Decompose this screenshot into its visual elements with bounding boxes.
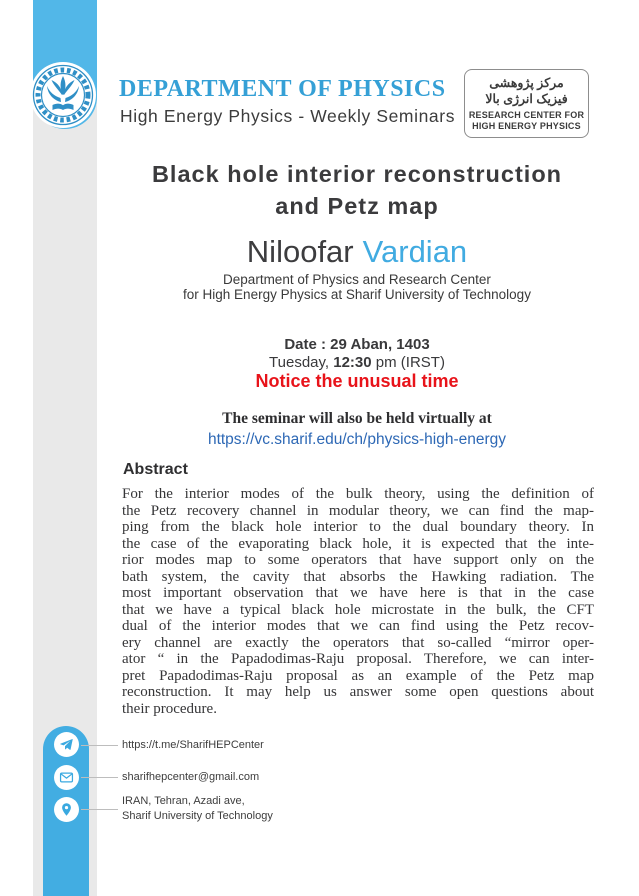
abstract-line: most important observation that we have here is that in the case [122, 585, 594, 601]
abstract-line: dual of the interior modes that we can find using the Petz recov- [122, 618, 594, 634]
affiliation-line2: for High Energy Physics at Sharif University of Technology [183, 287, 531, 302]
abstract-line: the Petz recovery channel in modular theory, we can find the map- [122, 502, 594, 519]
telegram-icon-button [54, 732, 79, 757]
abstract-line: the case of the evaporating black hole, it is expected that the inte- [122, 535, 594, 552]
map-pin-icon [59, 802, 74, 817]
time-value: 12:30 [333, 353, 372, 371]
abstract-body [122, 486, 594, 717]
abstract-line: their procedure. [122, 700, 217, 717]
affiliation-line1: Department of Physics and Research Center [223, 272, 491, 287]
date-line: Date : 29 Aban, 1403 [284, 336, 430, 353]
research-center-farsi-line2: فیزیک انرژی بالا [485, 92, 568, 106]
abstract-line: ping from the black hole interior to the dual boundary theory. In [122, 519, 594, 535]
research-center-farsi-line1: مرکز پژوهشی [489, 76, 564, 90]
abstract-line: ery channel are exactly the operators that so-called “mirror oper- [122, 634, 594, 651]
abstract-line: pret Papadodimas-Raju proposal as an example of the Petz map [122, 667, 594, 684]
abstract-heading: Abstract [123, 461, 188, 478]
speaker-name [122, 234, 592, 270]
abstract-line: ator “ in the Papadodimas-Raju proposal. Therefore, we can inter- [122, 651, 594, 667]
timezone-label: pm (IRST) [371, 353, 445, 371]
unusual-time-notice: Notice the unusual time [255, 371, 459, 391]
department-title: DEPARTMENT OF PHYSICS [119, 76, 446, 102]
email-icon-button [54, 765, 79, 790]
speaker-last-name: Vardian [362, 234, 468, 269]
abstract-line: that we have a typical black hole microstate in the bulk, the CFT [122, 601, 594, 618]
abstract-line: bath system, the cavity that absorbs the Hawking radiation. The [122, 568, 594, 585]
email-connector-line [81, 777, 118, 778]
sharif-university-logo [29, 61, 97, 129]
university-seal-icon [29, 61, 97, 129]
virtual-session-link[interactable]: https://vc.sharif.edu/ch/physics-high-energy [207, 431, 507, 448]
address-line1: IRAN, Tehran, Azadi ave, [122, 795, 245, 807]
abstract-line: For the interior modes of the bulk theory, using the definition of [122, 486, 594, 502]
time-line [122, 354, 592, 372]
address-line2: Sharif University of Technology [122, 810, 273, 822]
seminar-title-line1: Black hole interior reconstruction [151, 161, 563, 187]
abstract-line: reconstruction. It may help us answer some open questions about [122, 684, 594, 700]
research-center-english-line1: RESEARCH CENTER FOR [468, 110, 585, 120]
seminar-title [122, 158, 592, 222]
date-time-block [122, 336, 592, 391]
virtual-session-block [122, 410, 592, 449]
location-icon-button [54, 797, 79, 822]
department-subtitle: High Energy Physics - Weekly Seminars [120, 106, 456, 126]
location-connector-line [81, 809, 118, 810]
speaker-first-name: Niloofar [246, 234, 354, 269]
email-link[interactable]: sharifhepcenter@gmail.com [122, 771, 260, 783]
abstract-line: rior modes map to some operators that have support only on the [122, 552, 594, 568]
speaker-affiliation [122, 272, 592, 302]
day-label: Tuesday, [269, 353, 334, 371]
telegram-icon [59, 737, 74, 752]
telegram-connector-line [81, 745, 118, 746]
research-center-badge [464, 69, 589, 138]
envelope-icon [59, 770, 74, 785]
virtual-session-label: The seminar will also be held virtually at [222, 410, 492, 427]
seminar-title-line2: and Petz map [275, 193, 439, 219]
research-center-english-line2: HIGH ENERGY PHYSICS [472, 121, 581, 131]
address-label [122, 794, 273, 824]
telegram-link[interactable]: https://t.me/SharifHEPCenter [122, 739, 264, 751]
